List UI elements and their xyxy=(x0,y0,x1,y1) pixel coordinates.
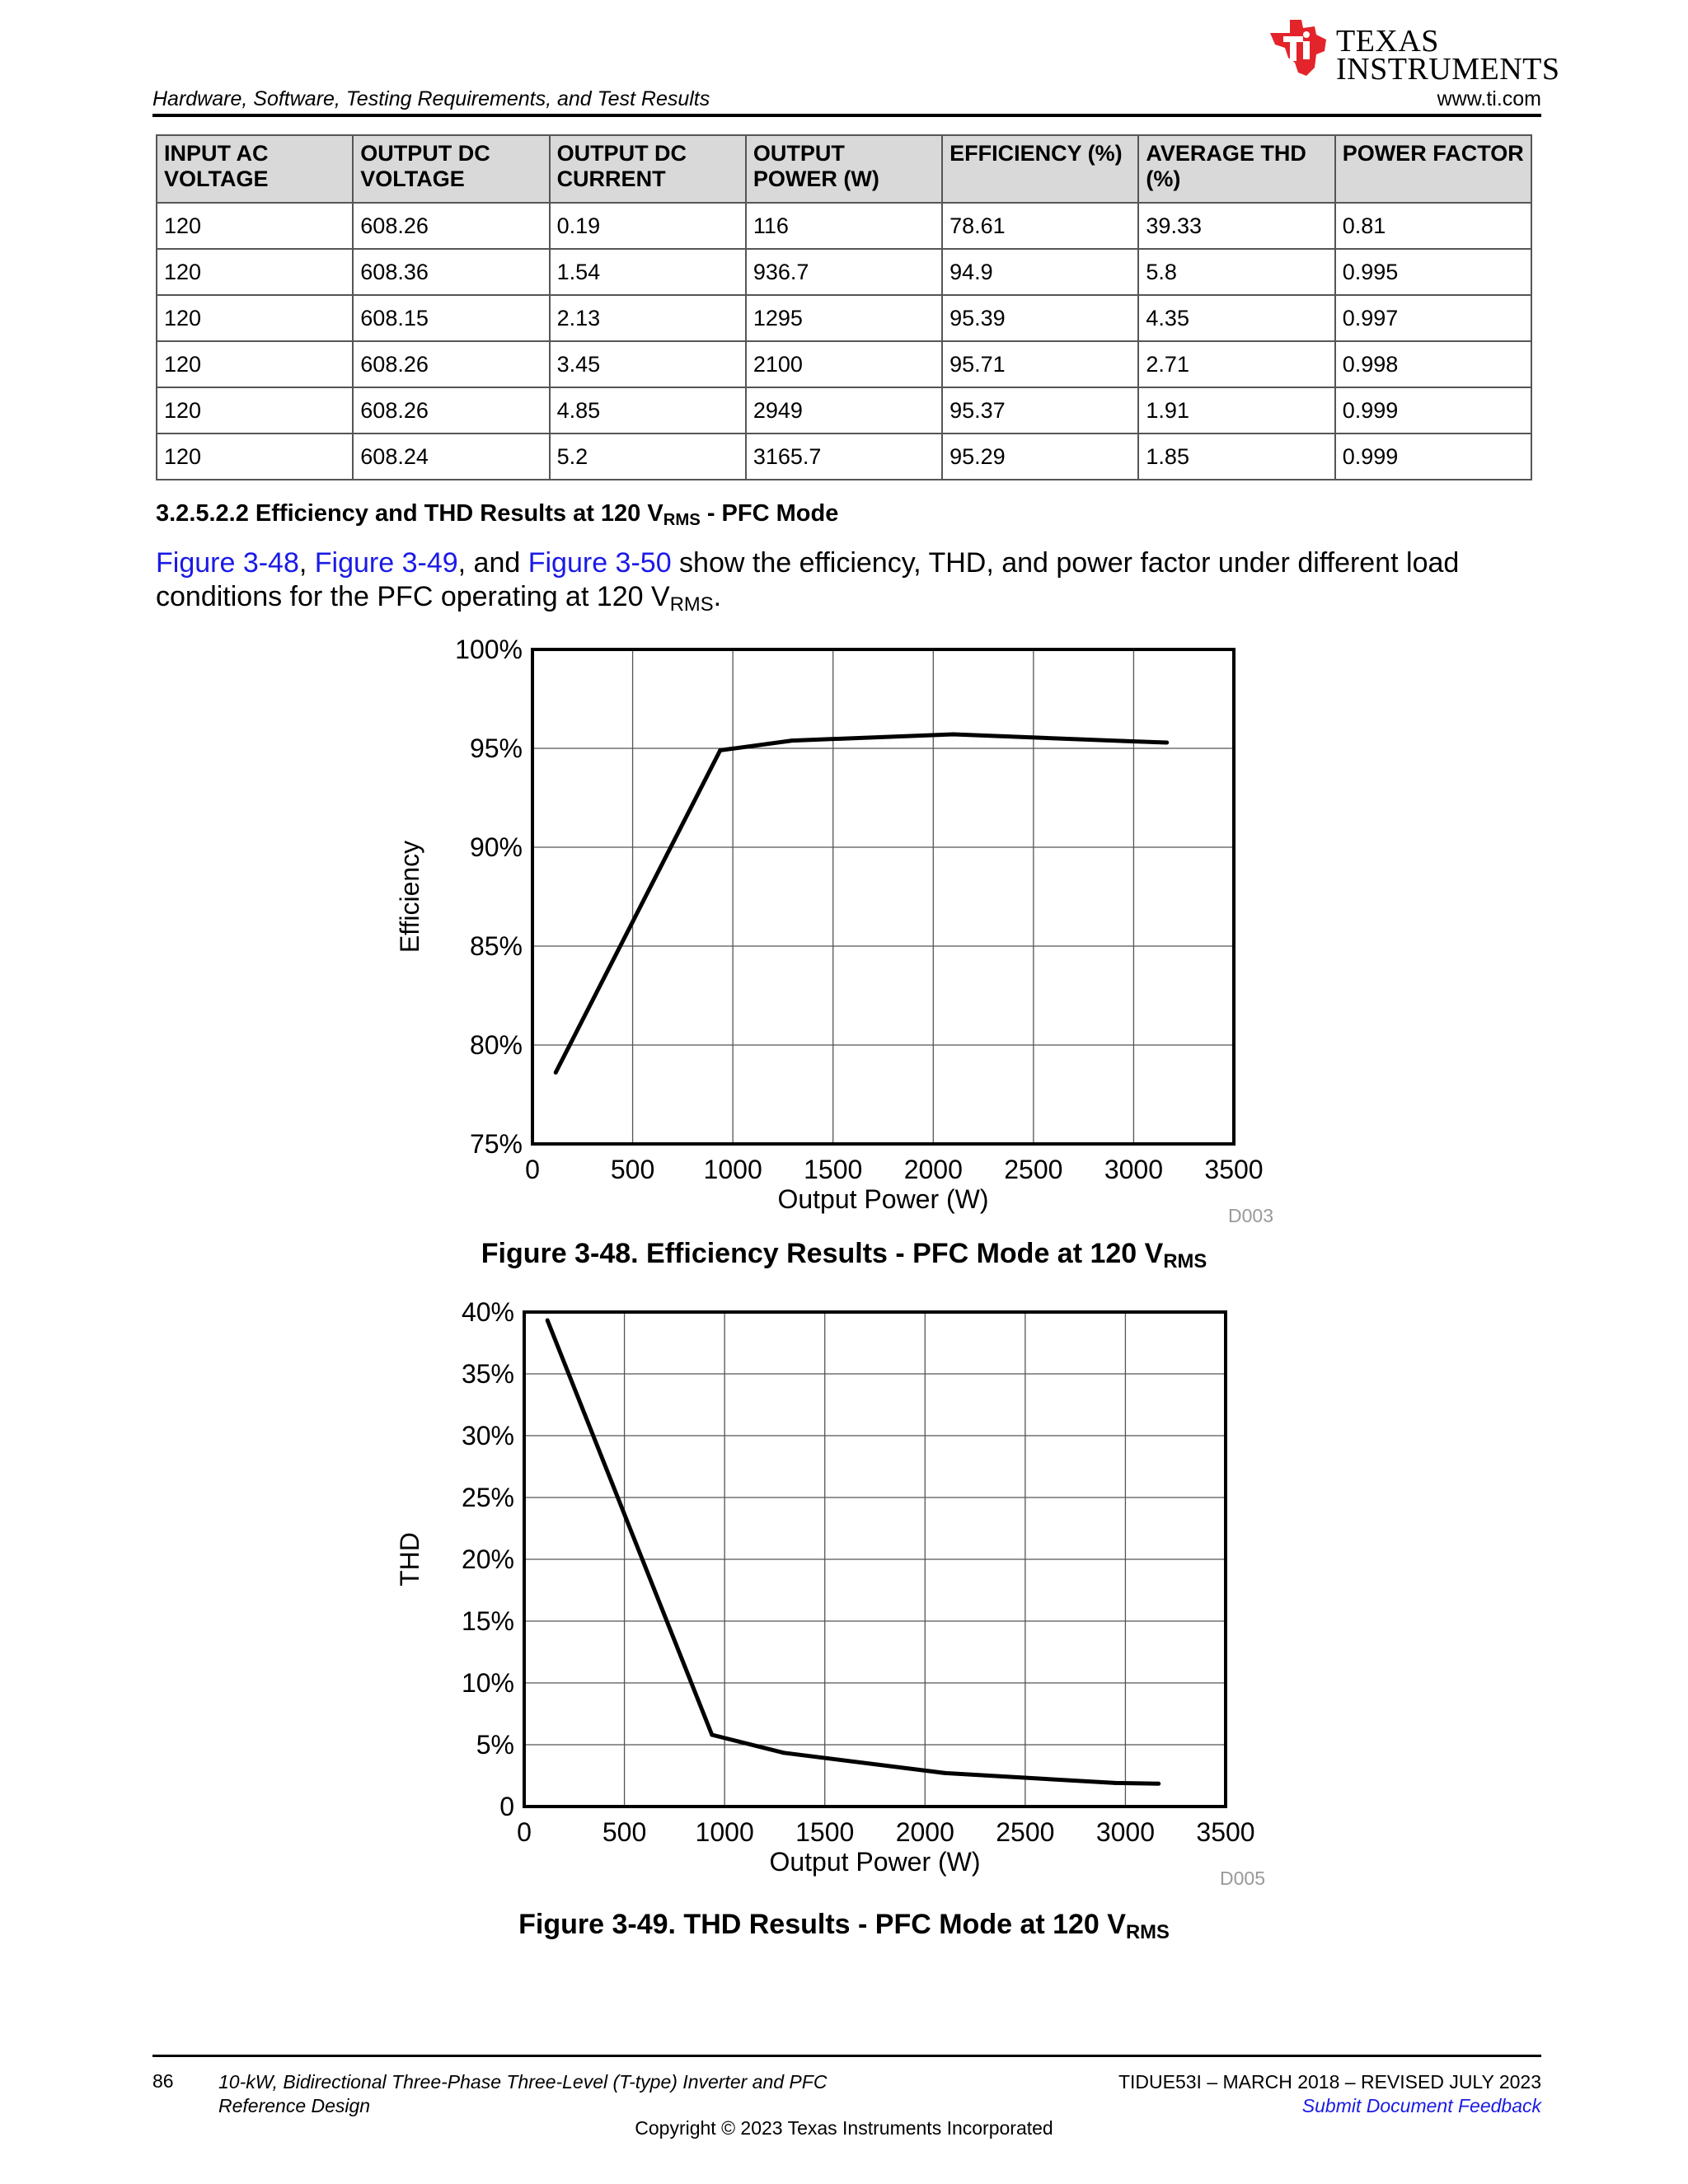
table-cell: 3165.7 xyxy=(746,434,942,480)
y-tick-label: 5% xyxy=(476,1730,514,1760)
y-tick-label: 85% xyxy=(469,931,523,961)
x-tick-label: 2500 xyxy=(996,1817,1055,1847)
x-tick-label: 3500 xyxy=(1204,1155,1264,1184)
table-cell: 120 xyxy=(157,341,353,387)
table-cell: 3.45 xyxy=(550,341,746,387)
table-row xyxy=(157,434,1531,480)
data-point xyxy=(781,1750,785,1755)
figure-caption-subscript: RMS xyxy=(1125,1920,1170,1943)
running-header-section: Hardware, Software, Testing Requirements, and Test Results xyxy=(152,87,710,110)
table-header-cell: OUTPUT DC VOLTAGE xyxy=(353,135,549,203)
table-cell: 120 xyxy=(157,203,353,249)
figure-caption-text: Figure 3-49. THD Results - PFC Mode at 120 V xyxy=(518,1909,1126,1940)
running-header-url[interactable]: www.ti.com xyxy=(1437,87,1541,110)
table-header-cell: AVERAGE THD (%) xyxy=(1138,135,1334,203)
y-tick-label: 0 xyxy=(499,1792,514,1821)
figure-3-48-caption xyxy=(0,1238,1688,1270)
table-header-cell: OUTPUT DC CURRENT xyxy=(550,135,746,203)
table-cell: 608.36 xyxy=(353,249,549,295)
y-tick-label: 40% xyxy=(461,1297,514,1327)
footer-rule xyxy=(152,2055,1541,2057)
y-tick-label: 95% xyxy=(469,733,523,763)
table-cell: 120 xyxy=(157,295,353,341)
table-cell: 94.9 xyxy=(942,249,1138,295)
x-axis-label: Output Power (W) xyxy=(777,1184,989,1214)
figure-caption-subscript: RMS xyxy=(1163,1249,1207,1272)
data-point xyxy=(1122,739,1126,743)
data-point xyxy=(546,1319,550,1323)
section-heading-subscript: RMS xyxy=(663,511,701,530)
table-cell: 0.999 xyxy=(1335,434,1531,480)
table-header-cell: POWER FACTOR xyxy=(1335,135,1531,203)
x-tick-label: 3000 xyxy=(1104,1155,1164,1184)
table-header-cell: EFFICIENCY (%) xyxy=(942,135,1138,203)
data-point xyxy=(718,748,722,752)
table-cell: 5.2 xyxy=(550,434,746,480)
x-tick-label: 500 xyxy=(610,1155,655,1184)
body-paragraph xyxy=(156,546,1549,614)
y-tick-label: 15% xyxy=(461,1606,514,1636)
ti-logo-icon xyxy=(1265,15,1331,81)
y-tick-label: 90% xyxy=(469,832,523,862)
table-cell: 1.85 xyxy=(1138,434,1334,480)
table-cell: 0.19 xyxy=(550,203,746,249)
table-cell: 120 xyxy=(157,249,353,295)
results-table xyxy=(156,134,1532,480)
figure-code-label: D005 xyxy=(1220,1868,1265,1889)
logo-wordmark-line2: INSTRUMENTS xyxy=(1336,52,1560,87)
header-rule xyxy=(152,114,1541,117)
figure-link-3-48[interactable]: Figure 3-48 xyxy=(156,547,299,579)
x-tick-label: 0 xyxy=(517,1817,532,1847)
data-point xyxy=(790,738,794,743)
y-tick-label: 20% xyxy=(461,1544,514,1574)
x-tick-label: 2500 xyxy=(1004,1155,1063,1184)
table-cell: 78.61 xyxy=(942,203,1138,249)
footer-copyright: Copyright © 2023 Texas Instruments Incorporated xyxy=(635,2117,1053,2139)
table-cell: 116 xyxy=(746,203,942,249)
table-cell: 95.71 xyxy=(942,341,1138,387)
figure-3-49-caption xyxy=(0,1909,1688,1941)
table-cell: 0.81 xyxy=(1335,203,1531,249)
table-cell: 2.71 xyxy=(1138,341,1334,387)
table-row xyxy=(157,387,1531,434)
table-cell: 95.37 xyxy=(942,387,1138,434)
table-cell: 95.39 xyxy=(942,295,1138,341)
table-row xyxy=(157,203,1531,249)
footer-doc-info xyxy=(1118,2070,1541,2118)
table-cell: 608.24 xyxy=(353,434,549,480)
para-subscript: RMS xyxy=(669,593,714,616)
figure-caption-text: Figure 3-48. Efficiency Results - PFC Mode at 120 V xyxy=(481,1238,1164,1269)
data-point xyxy=(951,732,955,736)
footer-doc-title-line2: Reference Design xyxy=(218,2095,371,2116)
section-heading-suffix: - PFC Mode xyxy=(700,500,839,527)
plot-frame xyxy=(532,649,1234,1144)
table-cell: 0.997 xyxy=(1335,295,1531,341)
figure-link-3-49[interactable]: Figure 3-49 xyxy=(314,547,458,579)
data-point xyxy=(1156,1782,1160,1786)
x-tick-label: 3000 xyxy=(1095,1817,1156,1847)
y-tick-label: 35% xyxy=(461,1359,514,1389)
series-line xyxy=(556,734,1166,1072)
data-point xyxy=(710,1733,714,1737)
series-line xyxy=(547,1320,1158,1783)
table-cell: 936.7 xyxy=(746,249,942,295)
table-cell: 5.8 xyxy=(1138,249,1334,295)
y-axis-label: THD xyxy=(395,1532,424,1586)
section-heading-text: 3.2.5.2.2 Efficiency and THD Results at 120 V xyxy=(156,500,663,527)
y-tick-label: 30% xyxy=(461,1421,514,1451)
table-cell: 608.15 xyxy=(353,295,549,341)
y-tick-label: 10% xyxy=(461,1668,514,1698)
para-text: show the efficiency, THD, and power factor under different load conditions for the PFC operating at 120 V xyxy=(156,547,1460,612)
para-separator: , xyxy=(298,547,315,579)
footer-doc-title xyxy=(218,2070,878,2118)
table-cell: 1295 xyxy=(746,295,942,341)
table-cell: 0.995 xyxy=(1335,249,1531,295)
table-cell: 2.13 xyxy=(550,295,746,341)
x-axis-label: Output Power (W) xyxy=(769,1847,981,1877)
data-point xyxy=(1114,1781,1118,1785)
x-tick-label: 500 xyxy=(602,1817,647,1847)
x-tick-label: 2000 xyxy=(903,1155,963,1184)
page-number: 86 xyxy=(152,2070,174,2092)
table-header-row xyxy=(157,135,1531,203)
figure-code-label: D003 xyxy=(1228,1205,1273,1226)
table-row xyxy=(157,295,1531,341)
table-cell: 608.26 xyxy=(353,203,549,249)
table-cell: 2949 xyxy=(746,387,942,434)
data-point xyxy=(943,1771,947,1775)
para-end: . xyxy=(713,581,722,612)
x-tick-label: 1000 xyxy=(703,1155,762,1184)
table-cell: 2100 xyxy=(746,341,942,387)
x-tick-label: 1500 xyxy=(804,1155,863,1184)
table-header-cell: OUTPUT POWER (W) xyxy=(746,135,942,203)
y-tick-label: 25% xyxy=(461,1483,514,1512)
section-heading xyxy=(156,500,839,530)
para-separator: , and xyxy=(457,547,528,579)
table-cell: 0.998 xyxy=(1335,341,1531,387)
table-cell: 4.85 xyxy=(550,387,746,434)
footer-doc-title-line1: 10-kW, Bidirectional Three-Phase Three-Level (T-type) Inverter and PFC xyxy=(218,2071,828,2093)
table-cell: 608.26 xyxy=(353,341,549,387)
y-tick-label: 100% xyxy=(455,635,523,664)
table-cell: 1.91 xyxy=(1138,387,1334,434)
x-tick-label: 0 xyxy=(525,1155,540,1184)
table-cell: 120 xyxy=(157,387,353,434)
x-tick-label: 1000 xyxy=(695,1817,754,1847)
y-tick-label: 80% xyxy=(469,1030,523,1060)
table-cell: 95.29 xyxy=(942,434,1138,480)
table-cell: 120 xyxy=(157,434,353,480)
table-body xyxy=(157,203,1531,480)
efficiency-chart xyxy=(387,626,1302,1236)
y-tick-label: 75% xyxy=(469,1129,523,1159)
x-tick-label: 1500 xyxy=(795,1817,855,1847)
footer-doc-id: TIDUE53I – MARCH 2018 – REVISED JULY 2023 xyxy=(1118,2071,1541,2093)
table-row xyxy=(157,249,1531,295)
x-tick-label: 3500 xyxy=(1196,1817,1255,1847)
logo-wordmark-line1: TEXAS xyxy=(1336,24,1439,59)
table-row xyxy=(157,341,1531,387)
figure-link-3-50[interactable]: Figure 3-50 xyxy=(528,547,672,579)
table-cell: 1.54 xyxy=(550,249,746,295)
table-header-cell: INPUT AC VOLTAGE xyxy=(157,135,353,203)
x-tick-label: 2000 xyxy=(895,1817,954,1847)
submit-feedback-link[interactable]: Submit Document Feedback xyxy=(1301,2095,1541,2116)
table-cell: 0.999 xyxy=(1335,387,1531,434)
data-point xyxy=(1165,741,1169,745)
table-cell: 39.33 xyxy=(1138,203,1334,249)
thd-chart xyxy=(387,1296,1302,1905)
data-point xyxy=(554,1071,558,1075)
y-axis-label: Efficiency xyxy=(395,840,424,954)
table-cell: 608.26 xyxy=(353,387,549,434)
table-cell: 4.35 xyxy=(1138,295,1334,341)
